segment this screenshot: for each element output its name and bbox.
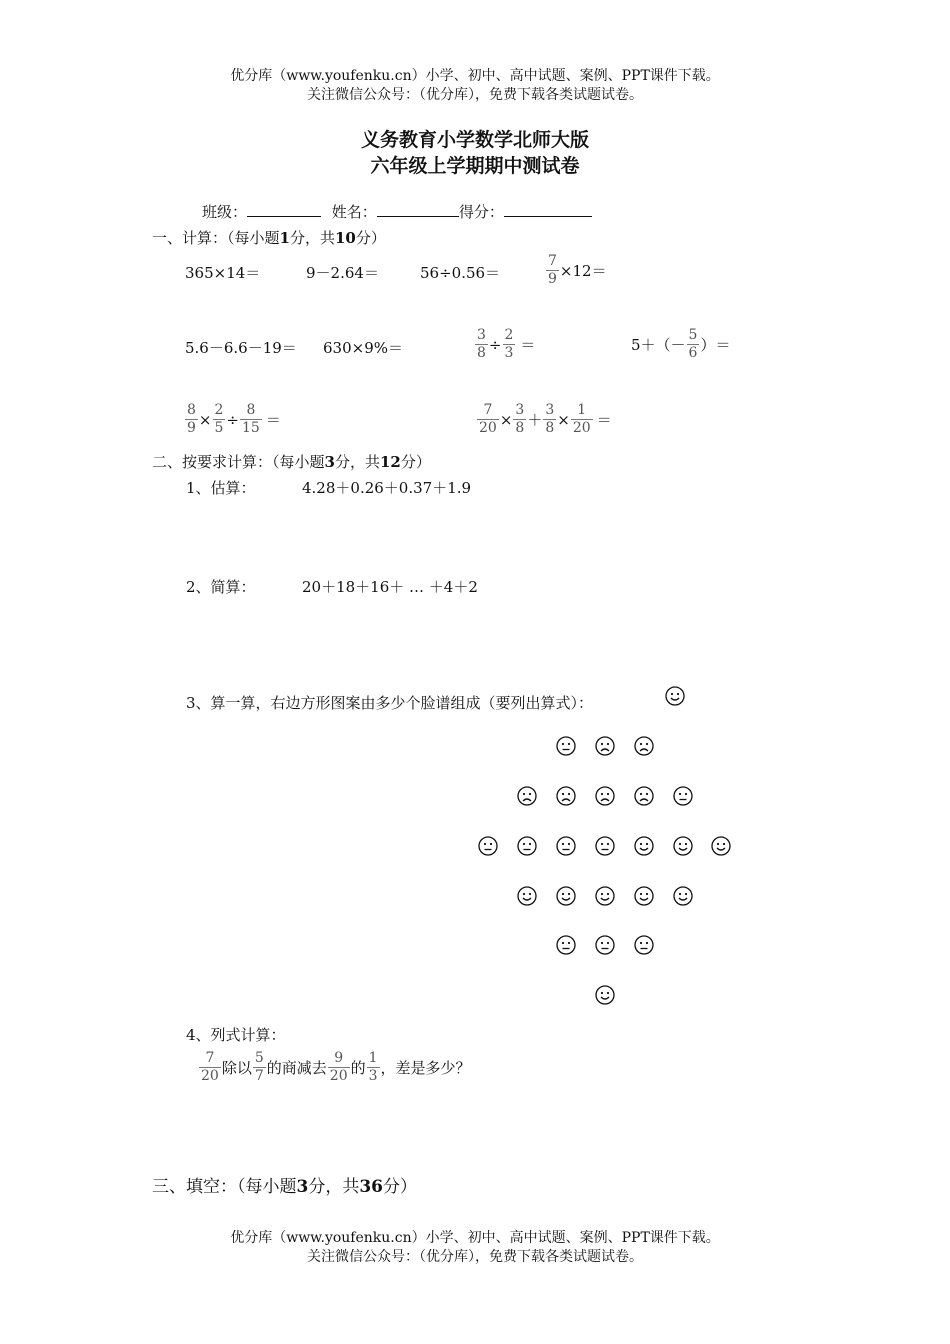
operator: ÷: [226, 410, 239, 429]
denominator: 9: [548, 271, 557, 287]
denominator: 3: [368, 1068, 378, 1084]
site-footer-line1: 优分库（www.youfenku.cn）小学、初中、高中试题、案例、PPT课件下载。: [230, 1230, 720, 1246]
section2-suffix: 分）: [400, 453, 431, 471]
name-label: 姓名：: [331, 203, 377, 221]
denominator: 9: [187, 420, 196, 436]
numerator: 3: [545, 402, 555, 418]
fraction: [571, 402, 593, 437]
sad-face-icon: [595, 786, 615, 806]
operator: ÷: [488, 335, 502, 354]
expr-tail: ）＝: [700, 336, 731, 354]
calc-q10: [476, 402, 612, 437]
numerator: 1: [577, 402, 587, 418]
fraction: [253, 1050, 266, 1085]
fraction: [513, 402, 526, 437]
smile-face-icon: [556, 886, 576, 906]
class-label: 班级：: [202, 203, 248, 221]
question-text: 除以: [221, 1059, 252, 1077]
section1-mid: 分，共: [289, 229, 335, 247]
numerator: 8: [246, 402, 256, 418]
operator: ×: [198, 410, 212, 429]
fraction: [546, 253, 559, 288]
calc-q5: 5.6－6.6－19＝: [185, 339, 297, 357]
smile-face-icon: [711, 836, 731, 856]
section3-prefix: 三、填空：（每小题: [152, 1177, 297, 1197]
numerator: 3: [515, 402, 525, 418]
smile-face-icon: [595, 985, 615, 1005]
fraction: [367, 1050, 380, 1085]
section2-heading: [152, 451, 431, 472]
numerator: 7: [548, 253, 557, 269]
sad-face-icon: [556, 786, 576, 806]
neutral-face-icon: [595, 836, 615, 856]
smile-face-icon: [665, 686, 685, 706]
fraction: [543, 402, 556, 437]
numerator: 5: [688, 327, 698, 343]
denominator: 3: [504, 345, 514, 361]
section3-heading: [152, 1172, 417, 1197]
section1-heading: [152, 227, 386, 248]
denominator: 6: [688, 345, 698, 361]
fraction: [213, 402, 226, 437]
student-info-row: [202, 201, 592, 222]
fraction: [477, 402, 499, 437]
question-text: 的: [350, 1059, 366, 1077]
calc-q3: 56÷0.56＝: [420, 264, 501, 282]
fraction: [503, 327, 516, 362]
word-calc-label: 4、列式计算：: [186, 1026, 286, 1044]
simplify-label: 2、简算：: [186, 578, 256, 596]
question-text: ，差是多少？: [380, 1059, 471, 1077]
numerator: 9: [334, 1050, 344, 1066]
section2-total: 12: [379, 453, 401, 471]
section3-mid: 分，共: [308, 1177, 360, 1197]
section3-suffix: 分）: [383, 1177, 418, 1197]
calc-q2: 9－2.64＝: [306, 264, 379, 282]
sad-face-icon: [517, 786, 537, 806]
neutral-face-icon: [634, 935, 654, 955]
numerator: 2: [214, 402, 224, 418]
section2-mid: 分，共: [334, 453, 380, 471]
denominator: 8: [545, 420, 555, 436]
calc-q7: [474, 327, 535, 362]
section1-prefix: 一、计算：（每小题: [152, 229, 280, 247]
score-label: 得分：: [458, 203, 504, 221]
denominator: 7: [254, 1068, 264, 1084]
section1-suffix: 分）: [355, 229, 386, 247]
numerator: 1: [368, 1050, 378, 1066]
smile-face-icon: [673, 886, 693, 906]
neutral-face-icon: [517, 836, 537, 856]
section2-points: 3: [324, 453, 335, 471]
sad-face-icon: [634, 736, 654, 756]
numerator: 7: [205, 1050, 215, 1066]
fraction: [240, 402, 262, 437]
site-header-line1: 优分库（www.youfenku.cn）小学、初中、高中试题、案例、PPT课件下载。: [230, 68, 720, 84]
exam-title-line1: 义务教育小学数学北师大版: [360, 129, 589, 151]
exam-title-line2: 六年级上学期期中测试卷: [370, 155, 580, 177]
fraction: [475, 327, 488, 362]
smile-face-icon: [634, 886, 654, 906]
calc-q4: [545, 253, 607, 288]
class-blank[interactable]: [247, 202, 321, 217]
expr-tail: ＝: [596, 411, 612, 429]
smile-face-icon: [634, 836, 654, 856]
numerator: 2: [504, 327, 514, 343]
numerator: 7: [483, 402, 493, 418]
expr-head: 5＋（－: [631, 336, 686, 354]
denominator: 20: [479, 420, 497, 436]
neutral-face-icon: [673, 786, 693, 806]
expr-tail: ＝: [265, 411, 281, 429]
expr-tail: ＝: [520, 336, 536, 354]
numerator: 3: [477, 327, 486, 343]
section1-total: 10: [334, 229, 356, 247]
calc-q1: 365×14＝: [185, 264, 261, 282]
neutral-face-icon: [556, 836, 576, 856]
denominator: 15: [242, 420, 260, 436]
simplify-expression: 20＋18＋16＋ … ＋4＋2: [302, 578, 478, 596]
operator: ＋: [527, 411, 543, 429]
section3-total: 36: [359, 1177, 384, 1197]
score-blank[interactable]: [504, 202, 592, 217]
section1-points: 1: [279, 229, 290, 247]
site-header-line2: 关注微信公众号：（优分库），免费下载各类试题试卷。: [307, 87, 643, 103]
estimate-expression: 4.28＋0.26＋0.37＋1.9: [302, 479, 472, 497]
denominator: 20: [329, 1068, 348, 1084]
calc-q6: 630×9%＝: [323, 339, 403, 357]
section3-points: 3: [296, 1177, 309, 1197]
neutral-face-icon: [595, 935, 615, 955]
calc-q9: [184, 402, 281, 437]
numerator: 5: [254, 1050, 264, 1066]
question-text: 的商减去: [266, 1059, 327, 1077]
fraction: [199, 1050, 221, 1085]
fraction: [185, 402, 198, 437]
neutral-face-icon: [556, 736, 576, 756]
site-footer-line2: 关注微信公众号：（优分库），免费下载各类试题试卷。: [307, 1249, 643, 1265]
word-calc-question: [198, 1050, 471, 1085]
smile-face-icon: [517, 886, 537, 906]
fraction: [687, 327, 700, 362]
denominator: 20: [572, 420, 591, 436]
sad-face-icon: [634, 786, 654, 806]
calc-q8: [631, 327, 730, 362]
smile-face-icon: [673, 836, 693, 856]
numerator: 8: [187, 402, 196, 418]
fraction: [328, 1050, 350, 1085]
operator: ×: [557, 410, 570, 429]
expr-tail: ×12＝: [559, 262, 607, 280]
neutral-face-icon: [556, 935, 576, 955]
operator: ×: [499, 410, 513, 429]
denominator: 8: [477, 345, 486, 361]
smile-face-icon: [595, 886, 615, 906]
sad-face-icon: [595, 736, 615, 756]
denominator: 5: [214, 420, 224, 436]
face-count-question: 3、算一算，右边方形图案由多少个脸谱组成（要列出算式）：: [186, 694, 594, 712]
name-blank[interactable]: [377, 202, 459, 217]
denominator: 8: [515, 420, 525, 436]
denominator: 20: [201, 1068, 219, 1084]
section2-prefix: 二、按要求计算：（每小题: [152, 453, 325, 471]
estimate-label: 1、估算：: [186, 479, 256, 497]
neutral-face-icon: [478, 836, 498, 856]
